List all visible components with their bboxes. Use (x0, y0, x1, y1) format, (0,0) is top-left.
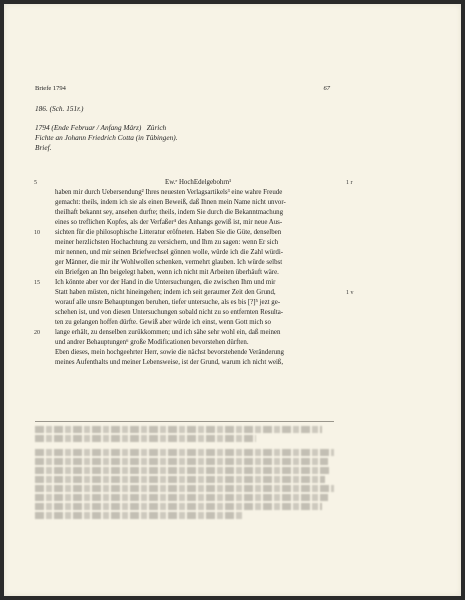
letter-metadata (35, 104, 177, 153)
text-line (55, 318, 335, 328)
line-text: meines Aufenthalts und meiner Lebensweise, ist der Grund, warum ich nicht weiß, (55, 359, 284, 366)
footnote-line (35, 476, 325, 483)
text-line (34, 228, 335, 238)
line-number: 5 (34, 180, 37, 186)
text-line (34, 278, 335, 288)
line-text: eines so treflichen Kopfes, als der Verfaßer⁴ des Anhangs gewiß ist, mir neue Aus- (55, 219, 283, 226)
line-text: theilhaft bekannt sey, ansehen durfte; theils, indem Sie durch die Bekanntmachung (55, 209, 284, 216)
letter-body (34, 178, 354, 368)
line-text: Statt haben müsten, nicht hineingehen; indem ich seit geraumer Zeit den Grund, (55, 289, 276, 296)
line-text: haben mir durch Uebersendung² Ihres neuesten Verlagsartikels³ eine wahre Freude (55, 189, 283, 196)
running-header (35, 85, 330, 92)
body-lines (34, 188, 354, 368)
date-place: 1794 (Ende Februar / Anfang März) Zürich (35, 123, 167, 132)
footnote-line (35, 494, 328, 501)
line-number: 10 (34, 230, 40, 236)
document-type: Brief. (35, 143, 52, 152)
footnote-line (35, 426, 322, 433)
text-line (55, 358, 335, 368)
text-line (55, 248, 335, 258)
line-text: und andrer Behauptungen⁶ große Modificationen bevorstehen dürften. (55, 339, 249, 346)
text-line (55, 268, 335, 278)
page-number: 67 (323, 85, 330, 92)
line-text: lange erhält, zu denselben zurükkommen; und ich sähe sehr wohl ein, daß meinen (55, 329, 281, 336)
footnote-line (35, 503, 322, 510)
line-text: sichten für die philosophische Litteratur eröfneten. Haben Sie die Güte, denselben (55, 229, 282, 236)
text-line (55, 198, 335, 208)
footnote-line (35, 485, 334, 492)
text-line (55, 348, 335, 358)
line-text: ein Briefgen an Ihn beigelegt haben, wenn ich nicht mit Arbeiten überhäuft wäre. (55, 269, 279, 276)
line-text: ger Männer, die mir ihr Wohlwollen schenken, vermehrt glauben. Ich würde selbst (55, 259, 283, 266)
line-text: ten zu gelangen hoffen dürfte. Gewiß aber würde ich einst, wenn Gott mich so (55, 319, 271, 326)
text-line (55, 238, 335, 248)
salutation-line (34, 178, 353, 188)
line-text: schehen ist, und von diesen Untersuchungen sobald nicht zu so entfernten Resulta- (55, 309, 284, 316)
text-line (55, 258, 335, 268)
text-line (55, 288, 354, 298)
text-line (55, 188, 335, 198)
footnote-rule (35, 421, 334, 422)
line-text: Ich könnte aber vor der Hand in die Untersuchungen, die zwischen Ihm und mir (55, 279, 276, 286)
footnote-line (35, 435, 256, 442)
salutation: Ew.⁠ᵉ HochEdelgebohrn¹ (165, 179, 232, 186)
folio-mark: 1 r (346, 180, 353, 186)
line-text: mir nennen, und mir seinen Briefwechsel gönnen wolle, würde ich die Zahl würdi- (55, 249, 284, 256)
text-line (55, 208, 335, 218)
footnote-line (35, 449, 334, 456)
text-line (34, 328, 335, 338)
text-line (55, 338, 335, 348)
line-number: 20 (34, 330, 40, 336)
line-text: worauf alle unsre Behauptungen beruhen, tiefer untersuche, als es bis [?]⁵ jezt ge- (55, 299, 281, 306)
running-title: Briefe 1794 (35, 85, 66, 92)
line-text: meiner herzlichsten Hochachtung zu versichern, und Ihm zu sagen: wenn Er sich (55, 239, 279, 246)
footnote-line (35, 467, 331, 474)
text-line (55, 218, 335, 228)
line-text: gemacht: theils, indem ich sie als einen Beweiß, daß Ihnen mein Name nicht unvor- (55, 199, 286, 206)
text-line (55, 298, 335, 308)
footnote-apparatus (35, 421, 334, 521)
line-text: Eben dieses, mein hochgeehrter Herr, sowie die nächst bevorstehende Veränderung (55, 349, 285, 356)
line-number: 15 (34, 280, 40, 286)
addressee: Fichte an Johann Friedrich Cotta (in Tübingen). (35, 133, 178, 142)
footnote-line (35, 512, 244, 519)
footnote-line (35, 458, 328, 465)
document-page (4, 4, 461, 596)
folio-mark: 1 v (346, 290, 354, 296)
entry-number: 186. (Sch. 151r.) (35, 104, 84, 113)
text-line (55, 308, 335, 318)
